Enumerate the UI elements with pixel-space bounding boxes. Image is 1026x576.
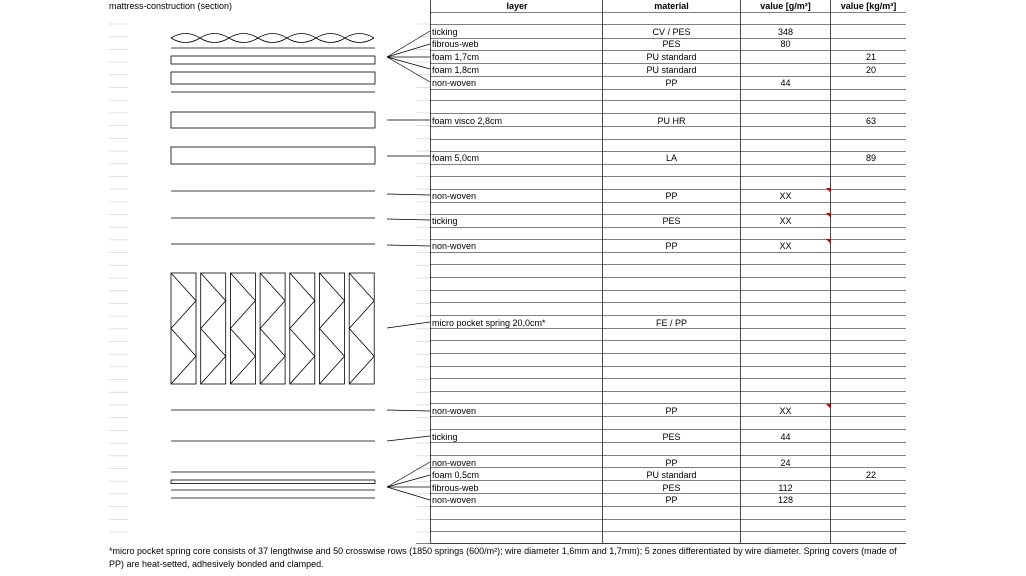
- foam-05-rect: [171, 480, 375, 484]
- row-material: PP: [665, 241, 678, 251]
- ticking-wave-top: [171, 34, 374, 39]
- spring-coil: [230, 273, 255, 384]
- foam-5-rect: [171, 147, 375, 164]
- row-material: PP: [665, 495, 678, 505]
- row-layer: foam 0,5cm: [432, 470, 480, 480]
- row-layer: foam 5,0cm: [432, 153, 480, 163]
- spring-coil: [201, 273, 226, 384]
- leader-line: [387, 410, 430, 411]
- leader-line: [387, 462, 430, 487]
- foam-visco-rect: [171, 112, 375, 128]
- row-value-gm2: [741, 115, 830, 127]
- row-material: PP: [665, 406, 678, 416]
- row-layer: ticking: [432, 216, 458, 226]
- leader-line: [387, 219, 430, 220]
- spring-coil: [290, 273, 315, 384]
- spring-coil: [320, 273, 345, 384]
- row-value-gm2: [741, 152, 830, 164]
- row-value-kgm3: [831, 494, 876, 506]
- leader-line: [387, 44, 430, 57]
- row-layer: foam 1,8cm: [432, 65, 480, 75]
- row-layer: non-woven: [432, 458, 477, 468]
- row-value-kgm3: [831, 482, 876, 494]
- spring-coil: [171, 273, 196, 384]
- leader-line: [387, 322, 430, 328]
- row-value-kgm3: [831, 38, 876, 50]
- row-value-gm2: [741, 317, 830, 329]
- row-value-kgm3: 89: [865, 153, 876, 163]
- ticking-wave-bottom: [171, 38, 374, 43]
- row-value-gm2: 44: [780, 432, 791, 442]
- row-layer: non-woven: [432, 495, 477, 505]
- pocket-spring: [171, 273, 196, 384]
- row-value-gm2: 80: [780, 39, 791, 49]
- row-value-gm2: 348: [777, 27, 794, 37]
- leader-line: [387, 245, 430, 246]
- row-material: PU standard: [646, 470, 697, 480]
- row-layer: non-woven: [432, 406, 477, 416]
- leader-line: [387, 436, 430, 441]
- row-layer: ticking: [432, 432, 458, 442]
- row-value-kgm3: 20: [865, 65, 876, 75]
- row-value-gm2: 128: [777, 495, 794, 505]
- row-value-kgm3: [831, 26, 876, 38]
- row-material: PES: [662, 483, 681, 493]
- row-material: PES: [662, 432, 681, 442]
- pocket-spring: [320, 273, 345, 384]
- row-material: PU standard: [646, 52, 697, 62]
- row-material: CV / PES: [652, 27, 691, 37]
- row-value-kgm3: 22: [865, 470, 876, 480]
- row-material: LA: [665, 153, 677, 163]
- row-material: FE / PP: [655, 318, 687, 328]
- row-layer: non-woven: [432, 191, 477, 201]
- row-value-gm2: XX: [779, 216, 792, 226]
- leader-line: [387, 57, 430, 69]
- row-value-gm2: 112: [778, 483, 793, 493]
- row-layer: fibrous-web: [432, 483, 479, 493]
- spring-coil: [260, 273, 285, 384]
- foam-17-rect: [171, 56, 375, 64]
- pocket-spring: [230, 273, 255, 384]
- row-material: PP: [665, 191, 678, 201]
- row-value-kgm3: [831, 431, 876, 443]
- row-layer: non-woven: [432, 78, 477, 88]
- leader-line: [387, 31, 430, 57]
- foam-18-rect: [171, 72, 375, 84]
- row-material: PP: [665, 78, 678, 88]
- footnote: *micro pocket spring core consists of 37 lengthwise and 50 crosswise rows (1850 springs (600/m²); wire diameter 1,6mm and 1,7mm); 5 zones differentiated by wire diameter. Spring covers (made of PP) are heat-setted, adhesively bonded and clamped.: [109, 546, 897, 569]
- header-layer: layer: [506, 1, 528, 11]
- row-value-kgm3: [831, 405, 876, 417]
- row-value-gm2: XX: [779, 406, 792, 416]
- row-value-gm2: [741, 64, 830, 76]
- row-layer: foam 1,7cm: [432, 52, 480, 62]
- row-material: PP: [665, 458, 678, 468]
- row-material: PU HR: [657, 116, 686, 126]
- leader-line: [387, 194, 430, 195]
- header-value-kgm3: value [kg/m³]: [840, 1, 897, 11]
- row-material: PES: [662, 39, 681, 49]
- row-value-kgm3: [831, 240, 876, 252]
- row-material: PU standard: [646, 65, 697, 75]
- row-value-gm2: 44: [780, 78, 791, 88]
- header-material: material: [654, 1, 689, 11]
- row-value-kgm3: 21: [865, 52, 876, 62]
- page-title: mattress-construction (section): [109, 1, 233, 11]
- pocket-spring: [349, 273, 374, 384]
- pocket-spring: [290, 273, 315, 384]
- row-layer: ticking: [432, 27, 458, 37]
- spring-coil: [349, 273, 374, 384]
- leader-line: [387, 57, 430, 82]
- row-value-gm2: [741, 469, 830, 481]
- row-value-kgm3: [831, 215, 876, 227]
- row-value-kgm3: 63: [865, 116, 876, 126]
- row-layer: micro pocket spring 20,0cm*: [432, 318, 546, 328]
- row-value-gm2: XX: [779, 241, 792, 251]
- pocket-spring: [201, 273, 226, 384]
- row-layer: foam visco 2,8cm: [432, 116, 503, 126]
- row-value-kgm3: [831, 317, 876, 329]
- row-layer: fibrous-web: [432, 39, 479, 49]
- row-value-kgm3: [831, 190, 876, 202]
- row-value-kgm3: [831, 457, 876, 469]
- row-value-kgm3: [831, 77, 876, 89]
- row-material: PES: [662, 216, 681, 226]
- row-value-gm2: [741, 51, 830, 63]
- row-value-gm2: XX: [779, 191, 792, 201]
- pocket-spring: [260, 273, 285, 384]
- row-layer: non-woven: [432, 241, 477, 251]
- header-value-gm2: value [g/m²]: [760, 1, 811, 11]
- row-value-gm2: 24: [780, 458, 791, 468]
